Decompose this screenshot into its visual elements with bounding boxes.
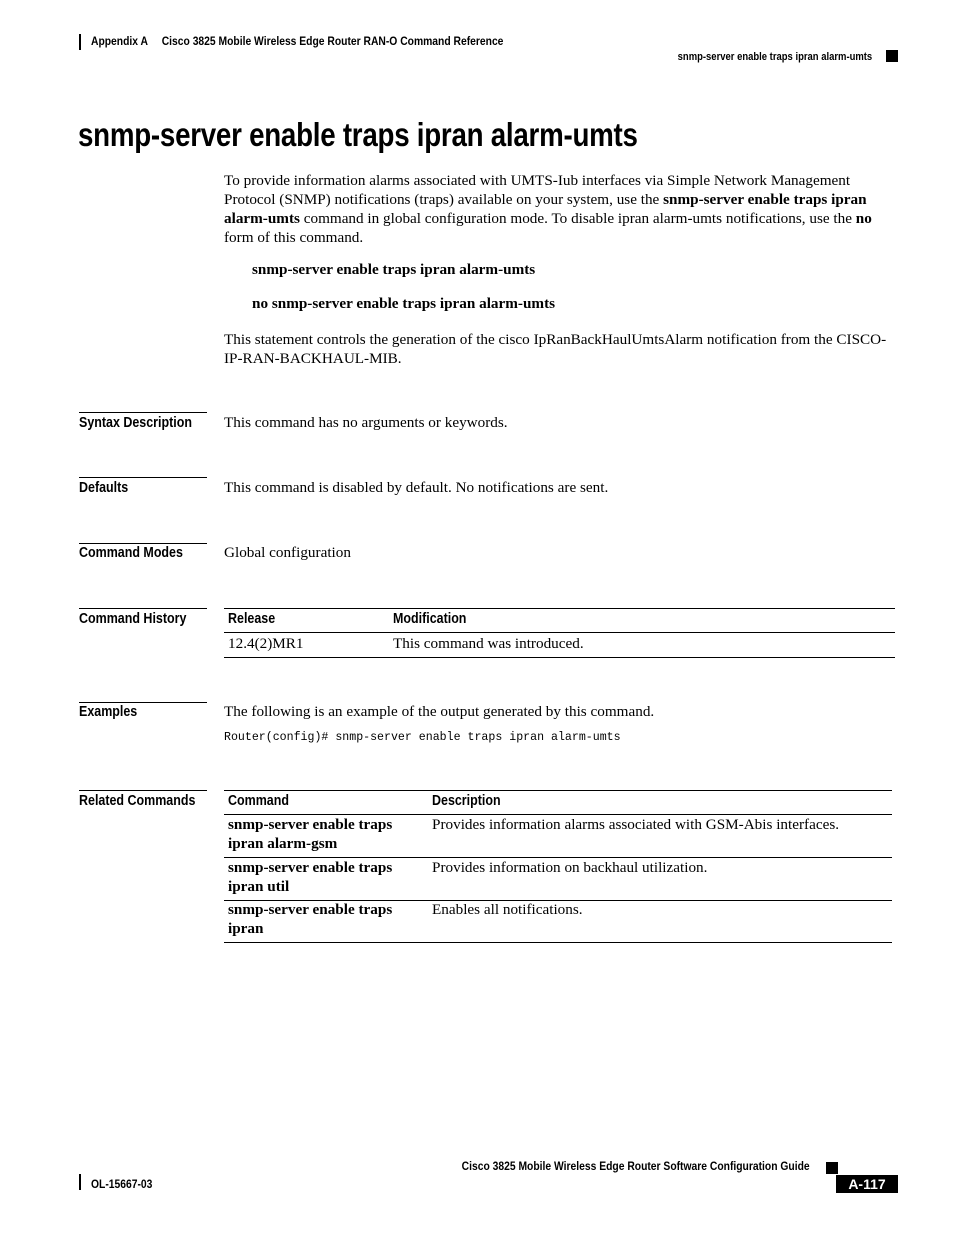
- related-description: Enables all notifications.: [432, 901, 583, 918]
- command-history-label: Command History: [79, 611, 187, 627]
- related-command: [228, 900, 392, 938]
- related-command-line: ipran util: [228, 878, 290, 895]
- footer-square: [826, 1162, 838, 1174]
- appendix-label: Appendix A: [91, 34, 148, 48]
- section-rule: [79, 543, 207, 544]
- related-command: [228, 815, 392, 853]
- related-commands-label: Related Commands: [79, 793, 196, 809]
- footer-doc-number: OL-15667-03: [91, 1177, 153, 1191]
- header-release: Release: [228, 611, 276, 627]
- related-command-line: snmp-server enable traps: [228, 816, 393, 833]
- section-rule: [79, 790, 207, 791]
- command-modes-label: Command Modes: [79, 545, 183, 561]
- syntax-no: no snmp-server enable traps ipran alarm-umts: [252, 295, 556, 312]
- section-rule: [79, 412, 207, 413]
- intro-text-3: form of this command.: [224, 229, 364, 246]
- page-title: snmp-server enable traps ipran alarm-umts: [78, 116, 638, 153]
- header-bar: [79, 34, 81, 50]
- intro-no-keyword: no: [855, 210, 872, 227]
- related-command-line: snmp-server enable traps: [228, 901, 393, 918]
- header-command: Command: [228, 793, 289, 809]
- table-rule: [224, 632, 895, 633]
- command-modes-text: Global configuration: [224, 544, 351, 561]
- section-header: snmp-server enable traps ipran alarm-umts: [677, 51, 872, 63]
- footer-bar: [79, 1174, 81, 1190]
- intro-paragraph: [224, 171, 896, 247]
- syntax-enable: snmp-server enable traps ipran alarm-umts: [252, 261, 536, 278]
- syntax-description-text: This command has no arguments or keywords.: [224, 414, 508, 431]
- related-description: Provides information on backhaul utilization.: [432, 859, 708, 876]
- history-release: 12.4(2)MR1: [228, 635, 304, 652]
- footer-guide-title: Cisco 3825 Mobile Wireless Edge Router Software Configuration Guide: [462, 1159, 810, 1173]
- intro-command: snmp-server enable traps ipran alarm-umts: [224, 191, 867, 227]
- table-rule: [224, 608, 895, 609]
- running-header: [91, 34, 503, 48]
- table-rule: [224, 790, 892, 791]
- section-rule: [79, 702, 207, 703]
- header-modification: Modification: [393, 611, 467, 627]
- statement-paragraph: This statement controls the generation of the cisco IpRanBackHaulUmtsAlarm notification from the CISCO-IP-RAN-BACKHAUL-MIB.: [224, 331, 887, 367]
- example-code: Router(config)# snmp-server enable traps ipran alarm-umts: [224, 731, 621, 744]
- related-command: [228, 858, 392, 896]
- related-command-line: ipran alarm-gsm: [228, 835, 338, 852]
- examples-text: The following is an example of the output generated by this command.: [224, 703, 655, 720]
- section-rule: [79, 477, 207, 478]
- defaults-label: Defaults: [79, 480, 129, 496]
- related-description: Provides information alarms associated with GSM-Abis interfaces.: [432, 816, 840, 833]
- defaults-text: This command is disabled by default. No notifications are sent.: [224, 479, 609, 496]
- related-command-line: snmp-server enable traps: [228, 859, 393, 876]
- section-rule: [79, 608, 207, 609]
- table-rule: [224, 942, 892, 943]
- header-square: [886, 50, 898, 62]
- intro-text-1: To provide information alarms associated with UMTS-Iub interfaces via Simple Network Management Protocol (SNMP) notifications (traps) available on your system, use the: [224, 172, 851, 208]
- table-rule: [224, 657, 895, 658]
- examples-label: Examples: [79, 704, 138, 720]
- page-number: A-117: [836, 1175, 898, 1193]
- history-modification: This command was introduced.: [393, 635, 584, 652]
- chapter-title: Cisco 3825 Mobile Wireless Edge Router RAN-O Command Reference: [161, 34, 504, 48]
- header-description: Description: [432, 793, 501, 809]
- intro-text-2: command in global configuration mode. To disable ipran alarm-umts notifications, use the: [299, 210, 856, 227]
- syntax-description-label: Syntax Description: [79, 415, 192, 431]
- related-command-line: ipran: [228, 920, 264, 937]
